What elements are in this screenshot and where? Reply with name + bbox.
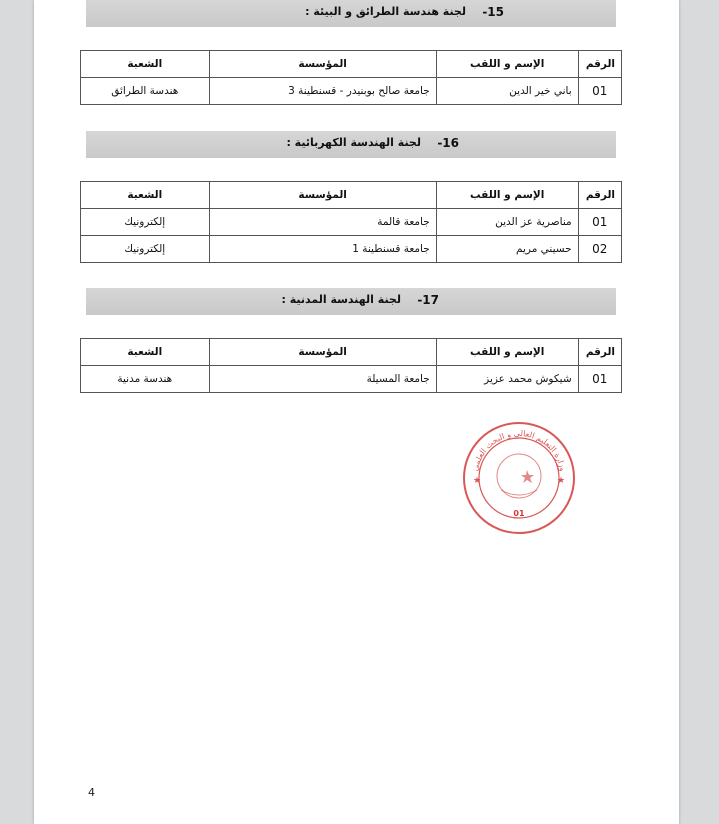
section-title: لجنة الهندسة المدنية : [281,293,401,306]
table-header-row [81,51,622,78]
page-number: 4 [88,786,95,799]
table-row [81,209,622,236]
cell-num: 01 [578,78,621,105]
cell-num: 02 [578,236,621,263]
svg-text:★: ★ [557,476,566,486]
header-institution: المؤسسة [209,339,436,366]
section-title: لجنة هندسة الطرائق و البيئة : [305,5,466,18]
header-institution: المؤسسة [209,182,436,209]
section-number: -16 [437,136,459,150]
header-branch: الشعبة [81,182,210,209]
header-num: الرقم [578,339,621,366]
cell-num: 01 [578,209,621,236]
table-row [81,236,622,263]
table-row [81,78,622,105]
cell-name: شيكوش محمد عزيز [436,366,578,393]
cell-name: حسيني مريم [436,236,578,263]
table-header-row [81,339,622,366]
cell-branch: هندسة الطرائق [81,78,210,105]
header-num: الرقم [578,182,621,209]
official-stamp [461,420,577,536]
section-15-header [86,0,616,27]
cell-name: باني خير الدين [436,78,578,105]
section-number: -17 [417,293,439,307]
stamp-seal-icon [461,420,577,536]
header-branch: الشعبة [81,51,210,78]
cell-branch: هندسة مدنية [81,366,210,393]
stamp-text: وزارة التعليم العالي و البحث العلمي [470,428,568,472]
table-row [81,366,622,393]
header-name: الإسم و اللقب [436,51,578,78]
section-16-table [80,181,622,263]
cell-name: مناصرية عز الدين [436,209,578,236]
header-num: الرقم [578,51,621,78]
header-branch: الشعبة [81,339,210,366]
section-17-table [80,338,622,393]
header-institution: المؤسسة [209,51,436,78]
header-name: الإسم و اللقب [436,339,578,366]
cell-num: 01 [578,366,621,393]
cell-institution: جامعة قالمة [209,209,436,236]
svg-text:★: ★ [473,476,482,486]
cell-branch: إلكترونيك [81,236,210,263]
document-page [34,0,679,824]
cell-institution: جامعة قسنطينة 1 [209,236,436,263]
table-header-row [81,182,622,209]
stamp-number: 01 [513,509,525,518]
cell-branch: إلكترونيك [81,209,210,236]
cell-institution: جامعة صالح بوبنيدر - قسنطينة 3 [209,78,436,105]
header-name: الإسم و اللقب [436,182,578,209]
section-number: -15 [482,5,504,19]
cell-institution: جامعة المسيلة [209,366,436,393]
section-17-header [86,288,616,315]
section-15-table [80,50,622,105]
section-title: لجنة الهندسة الكهربائية : [286,136,421,149]
section-16-header [86,131,616,158]
